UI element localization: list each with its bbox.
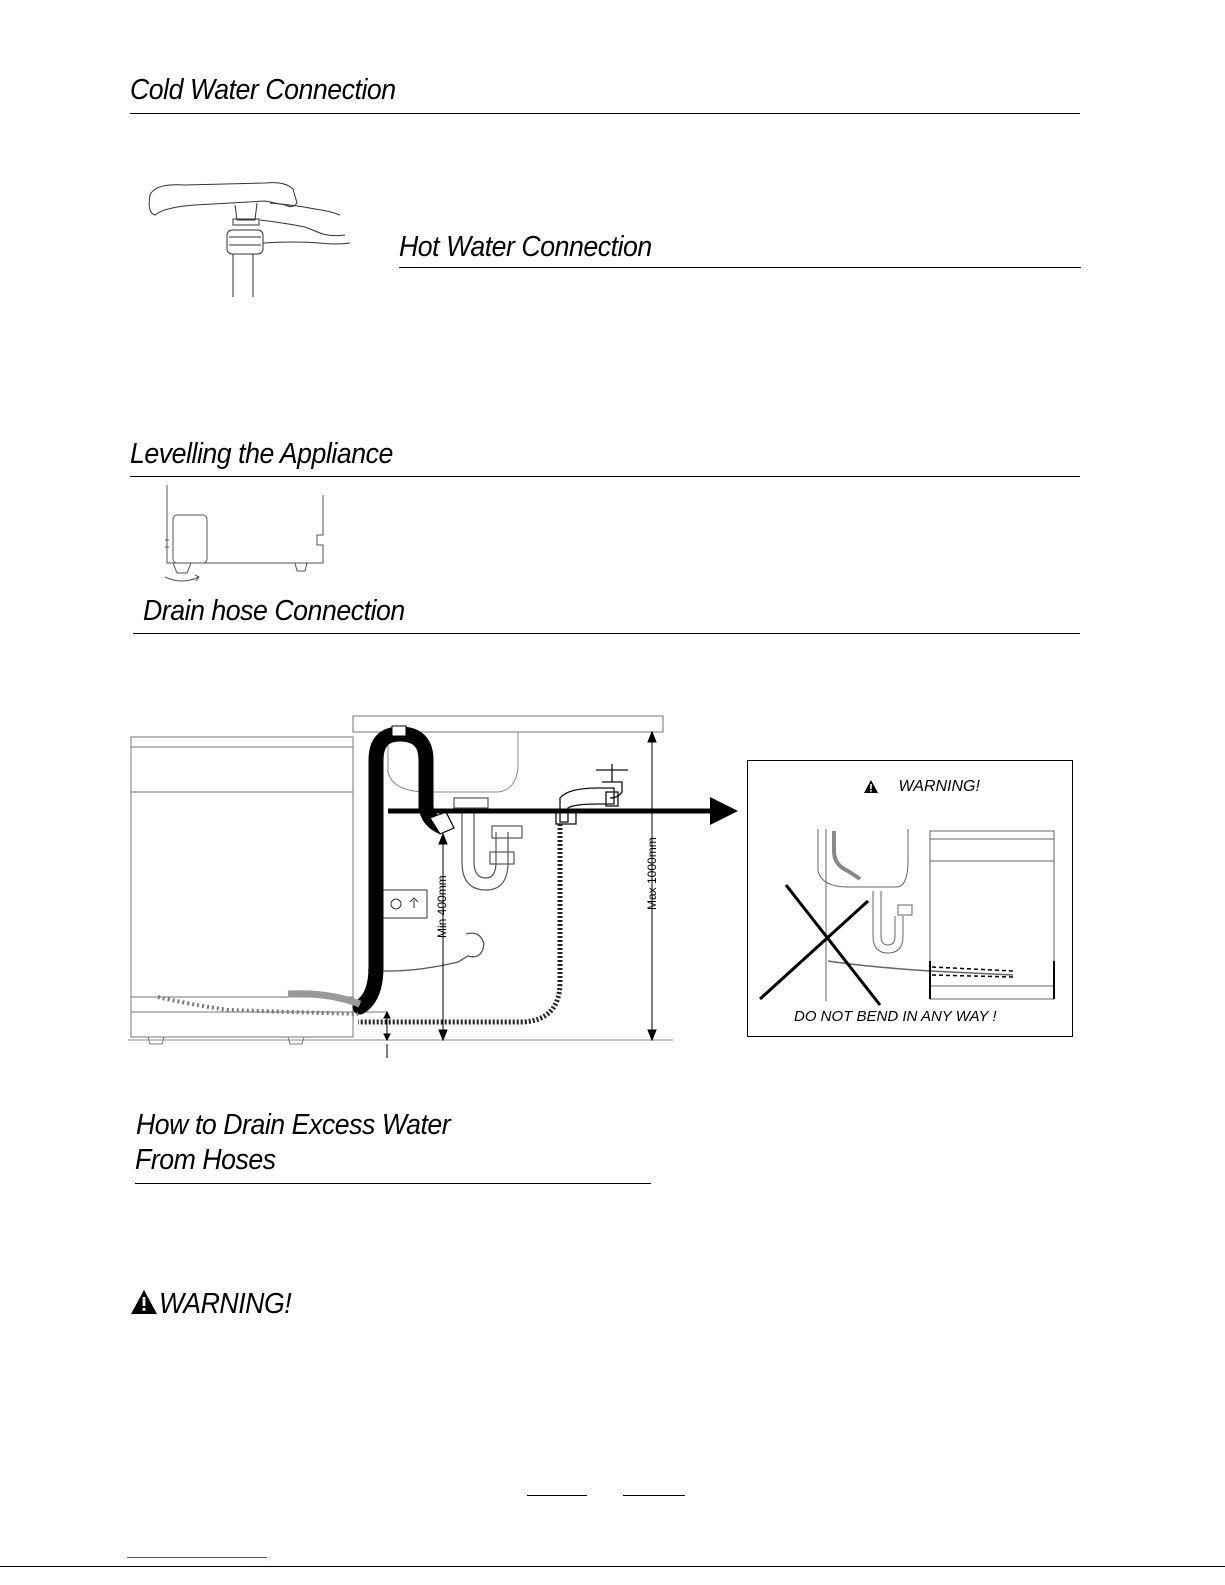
warning-triangle-icon bbox=[131, 1290, 157, 1314]
inlet-hose bbox=[358, 824, 560, 1022]
drain-excess-rule bbox=[135, 1183, 651, 1184]
drain-hose-diagram bbox=[128, 712, 688, 1062]
footer-rule-left bbox=[527, 1495, 587, 1496]
warning-section-title: WARNING! bbox=[131, 1290, 303, 1319]
arrow-head bbox=[708, 795, 740, 827]
power-cable bbox=[368, 933, 484, 971]
cross-mark-icon bbox=[758, 883, 883, 1008]
warning-inset-box bbox=[747, 760, 1073, 1037]
hot-water-rule bbox=[399, 267, 1081, 268]
cold-water-heading: Cold Water Connection bbox=[130, 74, 396, 106]
warning-triangle-icon bbox=[864, 780, 878, 793]
footer-rule-right bbox=[623, 1495, 685, 1496]
page-bottom-rule bbox=[0, 1566, 1225, 1567]
inset-warning-caption: DO NOT BEND IN ANY WAY ! bbox=[794, 1008, 997, 1025]
max-height-label: Max 1000mm bbox=[645, 837, 659, 910]
levelling-rule bbox=[130, 476, 1080, 477]
power-socket bbox=[383, 890, 427, 918]
levelling-foot-illustration bbox=[155, 485, 335, 590]
levelling-heading: Levelling the Appliance bbox=[130, 438, 393, 470]
hot-water-heading: Hot Water Connection bbox=[399, 231, 652, 263]
inset-warning-title: WARNING! bbox=[864, 779, 980, 795]
drain-excess-heading-line2: From Hoses bbox=[135, 1144, 276, 1176]
drain-hose-heading: Drain hose Connection bbox=[143, 595, 405, 627]
drain-hose-rule bbox=[133, 633, 1080, 634]
tap-connection-illustration bbox=[145, 175, 360, 300]
drain-hose bbox=[360, 734, 440, 1007]
floor-gap-dimension bbox=[384, 1012, 390, 1058]
cold-water-rule bbox=[130, 113, 1080, 114]
drain-excess-heading-line1: How to Drain Excess Water bbox=[136, 1109, 451, 1141]
page-link-underline bbox=[127, 1557, 267, 1558]
min-height-label: Min 400mm bbox=[435, 875, 449, 938]
water-tap bbox=[556, 764, 628, 824]
